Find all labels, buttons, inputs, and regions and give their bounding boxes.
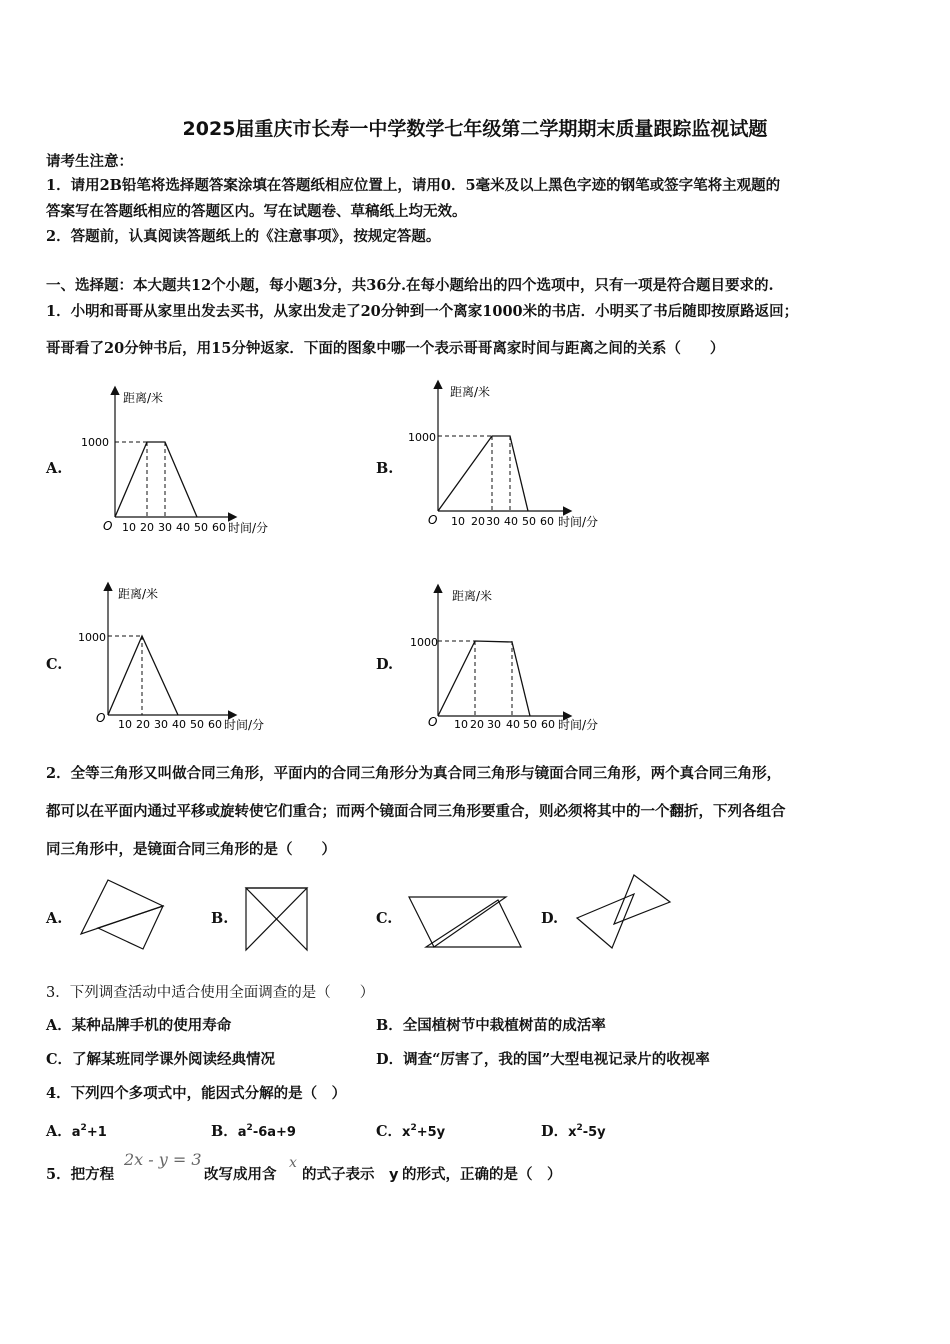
option-rest: +5y <box>416 1124 446 1140</box>
x-tick: 60 <box>541 718 555 731</box>
option-rest: -6a+9 <box>252 1124 296 1140</box>
q2-line-3: 同三角形中，是镜面合同三角形的是（ ） <box>46 841 336 858</box>
x-axis-label: 时间/分 <box>224 718 265 732</box>
option-base: a <box>237 1124 247 1140</box>
option-label: B． <box>211 1122 238 1140</box>
q3-option-d[interactable]: D．调查“厉害了，我的国”大型电视记录片的收视率 <box>376 1051 710 1068</box>
option-rest: -5y <box>582 1124 606 1140</box>
y-axis-label: 距离/米 <box>123 391 164 405</box>
x-tick: 50 <box>523 718 537 731</box>
x-tick: 60 <box>540 515 554 528</box>
q2-option-b-label[interactable]: B. <box>211 910 229 927</box>
graph-line <box>108 636 178 715</box>
option-exponent: 2 <box>410 1123 417 1133</box>
q3-option-a[interactable]: A．某种品牌手机的使用寿命 <box>46 1017 232 1034</box>
q5-suffix: 的形式，正确的是（ ） <box>402 1166 562 1183</box>
q3-stem: 3．下列调查活动中适合使用全面调查的是（ ） <box>46 985 375 1001</box>
q4-option-b[interactable] <box>211 1118 296 1143</box>
q2-figure-c[interactable] <box>406 892 526 952</box>
option-exponent: 2 <box>246 1123 253 1133</box>
option-label: D． <box>541 1122 569 1140</box>
q1-line-1: 1．小明和哥哥从家里出发去买书，从家出发走了20分钟到一个离家1000米的书店．小明买了书后随即按原路返回； <box>46 303 799 320</box>
q1-option-b-label[interactable]: B. <box>376 460 394 477</box>
graph-line <box>438 641 530 716</box>
x-tick: 60 <box>208 718 222 731</box>
x-tick: 50 <box>194 521 208 534</box>
x-tick: 40 <box>504 515 518 528</box>
option-base: x <box>402 1124 411 1140</box>
q3-option-c[interactable]: C．了解某班同学课外阅读经典情况 <box>46 1051 276 1068</box>
x-tick: 20 <box>136 718 150 731</box>
q5-middle: 改写成用含 <box>204 1166 277 1183</box>
q4-option-d[interactable] <box>541 1118 606 1143</box>
q2-figure-d[interactable] <box>574 872 674 952</box>
option-base: a <box>71 1124 81 1140</box>
q2-option-c-label[interactable]: C. <box>376 910 393 927</box>
option-rest: +1 <box>86 1124 107 1140</box>
y-tick-1000: 1000 <box>81 436 109 449</box>
option-base: x <box>568 1124 577 1140</box>
q4-option-a[interactable] <box>46 1118 107 1143</box>
q2-option-a-label[interactable]: A. <box>46 910 63 927</box>
x-tick: 20 <box>140 521 154 534</box>
notice-heading: 请考生注意： <box>46 154 133 170</box>
x-tick: 20 <box>471 515 485 528</box>
q5-equation: 2x - y = 3 <box>124 1150 202 1169</box>
option-label: C． <box>376 1122 403 1140</box>
option-exponent: 2 <box>576 1123 583 1133</box>
q4-option-c[interactable] <box>376 1118 445 1143</box>
q1-graph-a[interactable] <box>81 380 295 540</box>
q3-option-b[interactable]: B．全国植树节中栽植树苗的成活率 <box>376 1017 606 1034</box>
x-tick: 10 <box>122 521 136 534</box>
y-axis-label: 距离/米 <box>450 385 491 399</box>
x-tick: 30 <box>486 515 500 528</box>
notice-line-2: 2．答题前，认真阅读答题纸上的《注意事项》，按规定答题。 <box>46 228 441 245</box>
y-tick-1000: 1000 <box>408 431 436 444</box>
page-title: 2025届重庆市长寿一中学数学七年级第二学期期末质量跟踪监视试题 <box>182 118 768 140</box>
x-tick: 40 <box>506 718 520 731</box>
y-axis-label: 距离/米 <box>452 589 493 603</box>
x-axis-label: 时间/分 <box>558 718 599 732</box>
notice-line-1b: 答案写在答题纸相应的答题区内。写在试题卷、草稿纸上均无效。 <box>46 203 467 220</box>
x-tick: 60 <box>212 521 226 534</box>
q5-y: y <box>389 1167 399 1183</box>
origin-label: O <box>428 715 438 729</box>
option-label: A． <box>46 1122 72 1140</box>
x-tick: 10 <box>118 718 132 731</box>
x-tick: 20 <box>470 718 484 731</box>
x-axis-label: 时间/分 <box>558 515 599 529</box>
x-tick: 30 <box>154 718 168 731</box>
q2-line-1: 2．全等三角形又叫做合同三角形，平面内的合同三角形分为真合同三角形与镜面合同三角形，两个真合同三角形， <box>46 765 782 782</box>
q1-option-c-label[interactable]: C. <box>46 656 63 673</box>
notice-line-1: 1．请用2B铅笔将选择题答案涂填在答题纸相应位置上，请用0．5毫米及以上黑色字迹的钢笔或签字笔将主观题的 <box>46 177 781 194</box>
q4-stem: 4．下列四个多项式中，能因式分解的是（ ） <box>46 1085 347 1102</box>
y-axis-label: 距离/米 <box>118 587 159 601</box>
q5-variable: x <box>289 1155 297 1171</box>
q1-graph-c[interactable] <box>78 578 290 738</box>
x-tick: 30 <box>487 718 501 731</box>
graph-line <box>438 436 528 511</box>
q5-prefix: 5．把方程 <box>46 1166 115 1183</box>
q2-option-d-label[interactable]: D. <box>541 910 559 927</box>
section-heading: 一、选择题：本大题共12个小题，每小题3分，共36分.在每小题给出的四个选项中，只有一项是符合题目要求的. <box>46 277 774 294</box>
x-tick: 40 <box>172 718 186 731</box>
x-tick: 30 <box>158 521 172 534</box>
q1-option-d-label[interactable]: D. <box>376 656 394 673</box>
origin-label: O <box>103 519 113 533</box>
option-exponent: 2 <box>80 1123 87 1133</box>
x-tick: 10 <box>454 718 468 731</box>
x-tick: 50 <box>190 718 204 731</box>
origin-label: O <box>96 711 106 725</box>
origin-label: O <box>428 513 438 527</box>
q2-figure-a[interactable] <box>78 876 168 954</box>
y-tick-1000: 1000 <box>410 636 438 649</box>
y-tick-1000: 1000 <box>78 631 106 644</box>
x-tick: 50 <box>522 515 536 528</box>
q1-line-2: 哥哥看了20分钟书后，用15分钟返家．下面的图象中哪一个表示哥哥离家时间与距离之间的关系（ ） <box>46 340 725 357</box>
q5-middle-2: 的式子表示 <box>302 1166 375 1183</box>
x-axis-label: 时间/分 <box>228 521 269 535</box>
q2-figure-b[interactable] <box>240 884 314 954</box>
x-tick: 40 <box>176 521 190 534</box>
q1-graph-d[interactable] <box>410 580 620 740</box>
q2-line-2: 都可以在平面内通过平移或旋转使它们重合；而两个镜面合同三角形要重合，则必须将其中的一个翻折，下列各组合 <box>46 803 786 820</box>
q1-graph-b[interactable] <box>408 376 620 536</box>
x-tick: 10 <box>451 515 465 528</box>
graph-line <box>115 442 197 517</box>
q1-option-a-label[interactable]: A. <box>46 460 63 477</box>
